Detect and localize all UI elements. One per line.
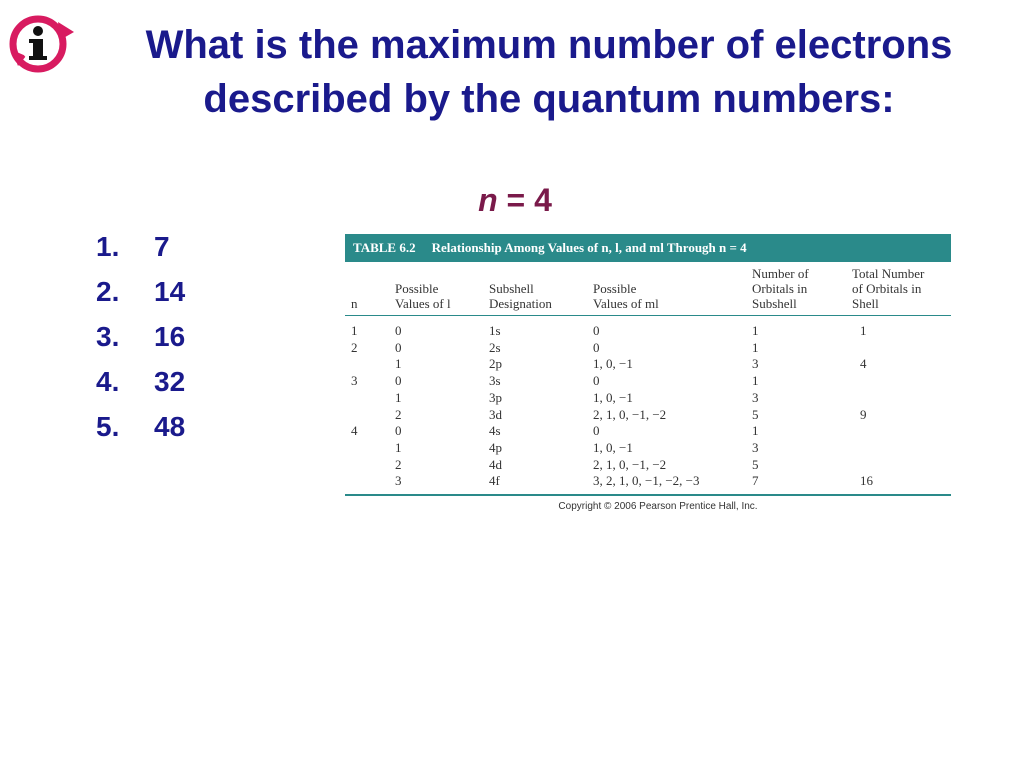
table-cell: 3d [489,406,502,422]
header-l: Possible Values of l [389,262,483,316]
table-cell [846,340,951,357]
choice-number: 4. [96,366,120,397]
table-cell: 7 [746,473,846,495]
table-header-row [345,262,951,316]
answer-choice[interactable] [96,224,185,269]
table-cell: 16 [846,473,951,495]
table-cell: 1, 0, −1 [593,356,633,372]
choice-value: 14 [154,276,186,307]
table-cell [846,390,951,407]
table-cell: 2s [489,339,501,355]
data-table [345,262,951,496]
table-cell [846,373,951,390]
table-row [345,457,951,474]
table-cell: 4s [489,423,501,439]
table-cell [345,356,389,373]
table-cell: 2, 1, 0, −1, −2 [593,406,667,422]
answer-choice[interactable] [96,269,185,314]
table-row [345,316,951,340]
table-cell: 2 [351,339,358,355]
title-line-2: described by the quantum numbers: [203,77,895,121]
table-row [345,390,951,407]
table-cell: 0 [395,339,402,355]
table-cell: 0 [593,423,600,439]
table-row [345,340,951,357]
table-cell: 3 [752,389,759,405]
quantum-number-table [345,234,951,512]
table-cell: 4 [351,423,358,439]
copyright-note: Copyright © 2006 Pearson Prentice Hall, Inc. [558,501,758,513]
answer-choice[interactable] [96,314,185,359]
table-cell: 1 [752,373,759,389]
choice-number: 3. [96,321,120,352]
answer-choice[interactable] [96,404,185,449]
table-cell [345,440,389,457]
table-cell: 1, 0, −1 [593,439,633,455]
table-cell: 0 [395,423,402,439]
table-cell [345,407,389,424]
table-cell: 1, 0, −1 [593,389,633,405]
table-cell: 4 [860,356,867,372]
table-row [345,356,951,373]
table-cell: 1 [351,323,358,338]
table-row [345,473,951,495]
header-n: n [345,262,389,316]
choice-value: 48 [154,411,186,442]
table-cell: 0 [395,373,402,389]
table-cell: 3 [752,439,759,455]
table-cell: 3p [489,389,502,405]
table-cell: 2p [489,356,502,372]
table-cell: 2, 1, 0, −1, −2 [593,456,667,472]
answer-choice[interactable] [96,359,185,404]
table-cell [345,390,389,407]
table-cell: 9 [860,406,867,422]
choice-value: 32 [154,366,186,397]
table-cell: 4d [489,456,502,472]
choice-value: 16 [154,321,186,352]
table-cell: 4p [489,439,502,455]
table-cell [846,457,951,474]
table-cell: 1 [860,323,867,338]
table-cell: 0 [395,323,402,338]
title-line-1: What is the maximum number of electrons [145,23,953,67]
table-cell: 3, 2, 1, 0, −1, −2, −3 [587,473,746,495]
choice-number: 5. [96,411,120,442]
table-cell: 3s [489,373,501,389]
table-tag: TABLE 6.2 [353,240,416,255]
info-icon [8,14,76,74]
table-cell: 1 [752,423,759,439]
table-cell: 0 [593,339,600,355]
table-cell: 2 [395,456,402,472]
slide-title [84,18,1014,126]
table-row [345,407,951,424]
table-cell [846,423,951,440]
header-orbitals-shell: Total Number of Orbitals in Shell [846,262,951,316]
table-cell: 1s [489,323,501,338]
table-title: Relationship Among Values of n, l, and ml Through n = 4 [431,240,747,255]
table-cell: 3 [389,473,483,495]
table-cell: 3 [752,356,759,372]
table-body [345,316,951,496]
answer-choices [96,224,185,449]
choice-number: 2. [96,276,120,307]
table-cell: 1 [395,439,402,455]
table-caption [345,234,951,262]
table-cell: 5 [752,406,759,422]
table-cell: 4f [483,473,587,495]
table-cell [846,440,951,457]
table-cell: 1 [752,339,759,355]
header-subshell: Subshell Designation [483,262,587,316]
table-cell: 2 [395,406,402,422]
table-row [345,423,951,440]
table-row [345,373,951,390]
table-cell: 0 [593,373,600,389]
header-orbitals-subshell: Number of Orbitals in Subshell [746,262,846,316]
table-cell: 3 [351,373,358,389]
table-cell: 1 [752,323,759,338]
table-cell: 1 [395,356,402,372]
table-row [345,440,951,457]
choice-number: 1. [96,231,120,262]
quantum-variable: n [478,182,498,218]
table-cell: 1 [395,389,402,405]
table-cell [345,457,389,474]
table-cell: 5 [752,456,759,472]
header-ml: Possible Values of ml [587,262,746,316]
table-cell [345,473,389,495]
choice-value: 7 [154,231,170,262]
quantum-condition [420,180,610,220]
table-cell: 0 [593,323,600,338]
quantum-value: = 4 [497,182,552,218]
